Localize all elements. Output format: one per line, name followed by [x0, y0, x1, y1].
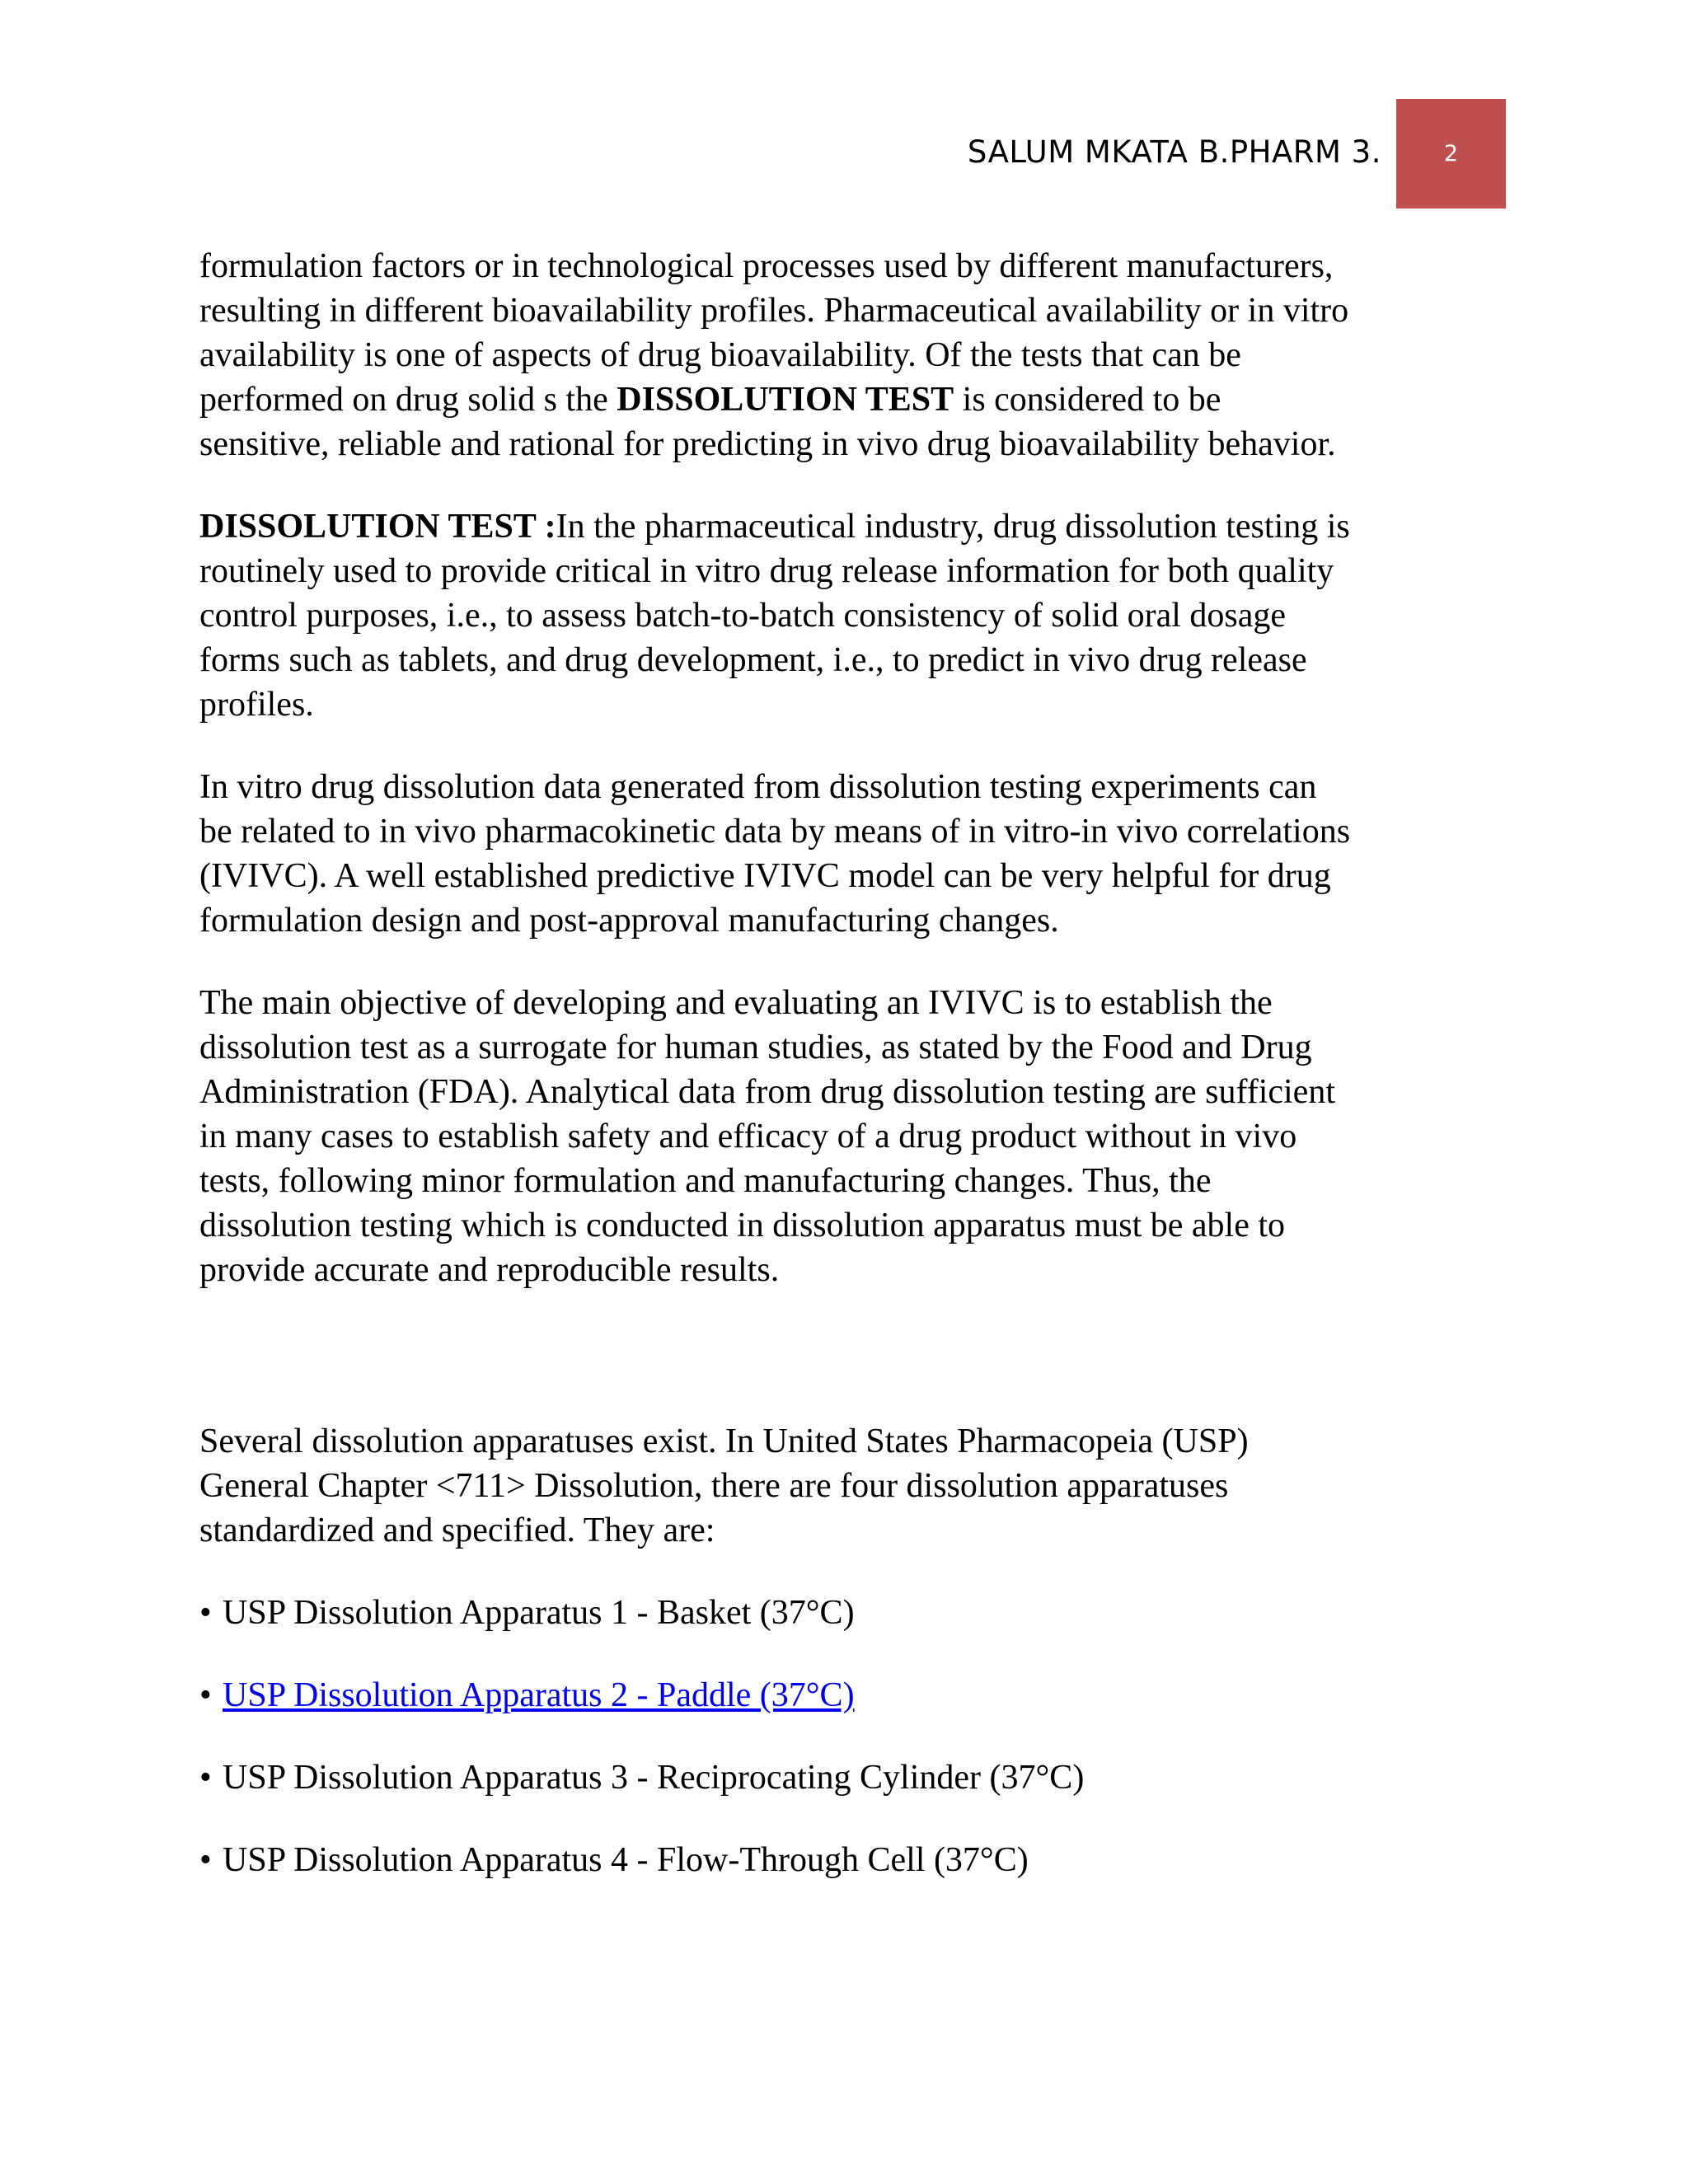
text-run: In the pharmaceutical industry, drug dissolution testing is	[556, 508, 1350, 546]
paragraph-dissolution-test	[199, 504, 1498, 727]
text-line: profiles.	[199, 686, 314, 724]
text-line: in many cases to establish safety and efficacy of a drug product without in vivo	[199, 1118, 1297, 1155]
text-line: dissolution testing which is conducted in dissolution apparatus must be able to	[199, 1207, 1286, 1244]
text-line: In vitro drug dissolution data generated from dissolution testing experiments can	[199, 768, 1317, 806]
bold-term: DISSOLUTION TEST	[617, 381, 954, 419]
list-item-text: USP Dissolution Apparatus 4 - Flow-Through Cell (37°C)	[223, 1841, 1029, 1879]
bullet-icon: •	[199, 1594, 212, 1632]
text-line: standardized and specified. They are:	[199, 1511, 715, 1549]
list-item	[199, 1591, 1498, 1635]
text-run: performed on drug solid s the	[199, 381, 617, 419]
text-line: control purposes, i.e., to assess batch-to-batch consistency of solid oral dosage	[199, 597, 1287, 635]
document-body	[199, 244, 1498, 1920]
text-line: formulation design and post-approval manufacturing changes.	[199, 902, 1059, 940]
page-number-badge	[1396, 99, 1506, 209]
text-line: forms such as tablets, and drug development, i.e., to predict in vivo drug release	[199, 641, 1307, 679]
text-line: sensitive, reliable and rational for predicting in vivo drug bioavailability behavior.	[199, 425, 1336, 463]
bullet-icon: •	[199, 1841, 212, 1879]
list-item-text: USP Dissolution Apparatus 1 - Basket (37°C)	[223, 1594, 855, 1632]
header-title: SALUM MKATA B.PHARM 3.	[967, 134, 1381, 170]
list-item	[199, 1838, 1498, 1882]
text-line: resulting in different bioavailability profiles. Pharmaceutical availability or in vitro	[199, 292, 1349, 330]
list-item	[199, 1755, 1498, 1800]
bullet-icon: •	[199, 1759, 212, 1797]
text-line: The main objective of developing and evaluating an IVIVC is to establish the	[199, 984, 1273, 1022]
text-line: routinely used to provide critical in vitro drug release information for both quality	[199, 552, 1334, 590]
text-line: formulation factors or in technological processes used by different manufacturers,	[199, 247, 1334, 285]
text-line	[199, 377, 1498, 422]
text-line	[199, 504, 1498, 549]
text-line: availability is one of aspects of drug bioavailability. Of the tests that can be	[199, 336, 1241, 374]
paddle-apparatus-link[interactable]: USP Dissolution Apparatus 2 - Paddle (37°C)	[223, 1676, 855, 1714]
apparatus-list	[199, 1591, 1498, 1882]
text-line: Several dissolution apparatuses exist. In United States Pharmacopeia (USP)	[199, 1422, 1249, 1460]
paragraph-apparatuses	[199, 1419, 1498, 1553]
text-run: is considered to be	[954, 381, 1221, 419]
page-number: 2	[1443, 141, 1459, 166]
text-line: dissolution test as a surrogate for human studies, as stated by the Food and Drug	[199, 1029, 1312, 1066]
paragraph-objective	[199, 981, 1498, 1292]
text-line: General Chapter <711> Dissolution, there are four dissolution apparatuses	[199, 1467, 1229, 1505]
text-line: provide accurate and reproducible results.	[199, 1251, 780, 1289]
text-line: (IVIVC). A well established predictive IVIVC model can be very helpful for drug	[199, 857, 1331, 895]
paragraph-bioavailability	[199, 244, 1498, 466]
text-line: tests, following minor formulation and manufacturing changes. Thus, the	[199, 1162, 1212, 1200]
text-line: Administration (FDA). Analytical data from drug dissolution testing are sufficient	[199, 1073, 1335, 1111]
section-heading: DISSOLUTION TEST :	[199, 508, 556, 546]
bullet-icon: •	[199, 1676, 212, 1714]
list-item-text: USP Dissolution Apparatus 3 - Reciprocating Cylinder (37°C)	[223, 1759, 1085, 1797]
paragraph-ivivc	[199, 765, 1498, 943]
text-line: be related to in vivo pharmacokinetic data by means of in vitro-in vivo correlations	[199, 813, 1351, 851]
list-item	[199, 1673, 1498, 1718]
